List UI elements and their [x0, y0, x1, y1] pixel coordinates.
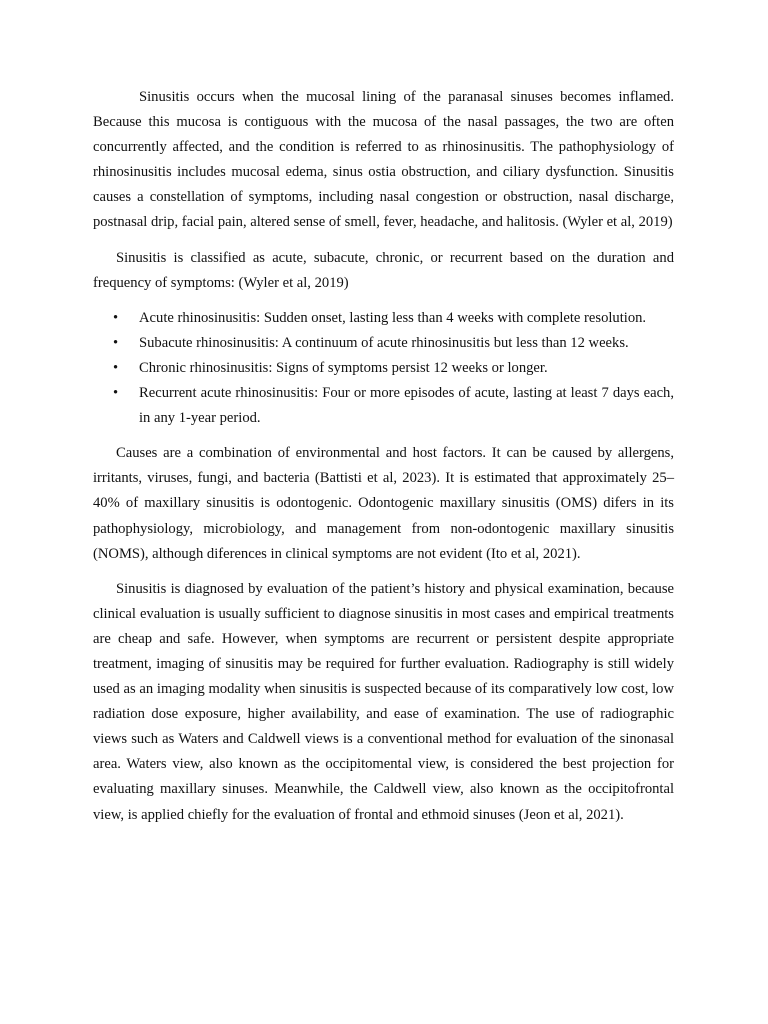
paragraph-definition: Sinusitis occurs when the mucosal lining of the paranasal sinuses becomes inflamed. Because this mucosa is contiguous with the mucosa of the nasal passages, the two are often concurrently affected, and the condition is referred to as rhinosinusitis. The pathophysiology of rhinosinusitis includes mucosal edema, sinus ostia obstruction, and ciliary dysfunction. Sinusitis causes a constellation of symptoms, including nasal congestion or obstruction, nasal discharge, postnasal drip, facial pain, altered sense of smell, fever, headache, and halitosis. (Wyler et al, 2019) [93, 89, 674, 231]
document-page [93, 85, 674, 838]
bullet-icon: • [113, 309, 119, 326]
classification-list [93, 306, 674, 431]
list-item-text: Recurrent acute rhinosinusitis: Four or more episodes of acute, lasting at least 7 days each, in any 1-year period. [139, 385, 674, 427]
paragraph-classification: Sinusitis is classified as acute, subacute, chronic, or recurrent based on the duration and frequency of symptoms: (Wyler et al, 2019) [93, 249, 674, 291]
list-item-text: Chronic rhinosinusitis: Signs of symptoms persist 12 weeks or longer. [139, 359, 548, 376]
bullet-icon: • [113, 334, 119, 351]
bullet-icon: • [113, 385, 119, 402]
list-item [93, 381, 674, 431]
paragraph-causes: Causes are a combination of environmental and host factors. It can be caused by allergens, irritants, viruses, fungi, and bacteria (Battisti et al, 2023). It is estimated that approximately 25–40% of maxillary sinusitis is odontogenic. Odontogenic maxillary sinusitis (OMS) difers in its pathophysiology, microbiology, and management from non-odontogenic maxillary sinusitis (NOMS), although diferences in clinical symptoms are not evident (Ito et al, 2021). [93, 445, 674, 562]
list-item [93, 356, 674, 381]
bullet-icon: • [113, 359, 119, 376]
list-item-text: Acute rhinosinusitis: Sudden onset, lasting less than 4 weeks with complete resolution. [139, 309, 647, 326]
list-item [93, 306, 674, 331]
paragraph-diagnosis: Sinusitis is diagnosed by evaluation of the patient’s history and physical examination, because clinical evaluation is usually sufficient to diagnose sinusitis in most cases and empirical treatments are cheap and safe. However, when symptoms are recurrent or persistent despite appropriate treatment, imaging of sinusitis may be required for further evaluation. Radiography is still widely used as an imaging modality when sinusitis is suspected because of its comparatively low cost, low radiation dose exposure, higher availability, and ease of examination. The use of radiographic views such as Waters and Caldwell views is a conventional method for evaluation of the sinonasal area. Waters view, also known as the occipitomental view, is considered the best projection for evaluating maxillary sinuses. Meanwhile, the Caldwell view, also known as the occipitofrontal view, is applied chiefly for the evaluation of frontal and ethmoid sinuses (Jeon et al, 2021). [93, 580, 674, 823]
list-item-text: Subacute rhinosinusitis: A continuum of acute rhinosinusitis but less than 12 weeks. [139, 334, 629, 351]
list-item [93, 331, 674, 356]
